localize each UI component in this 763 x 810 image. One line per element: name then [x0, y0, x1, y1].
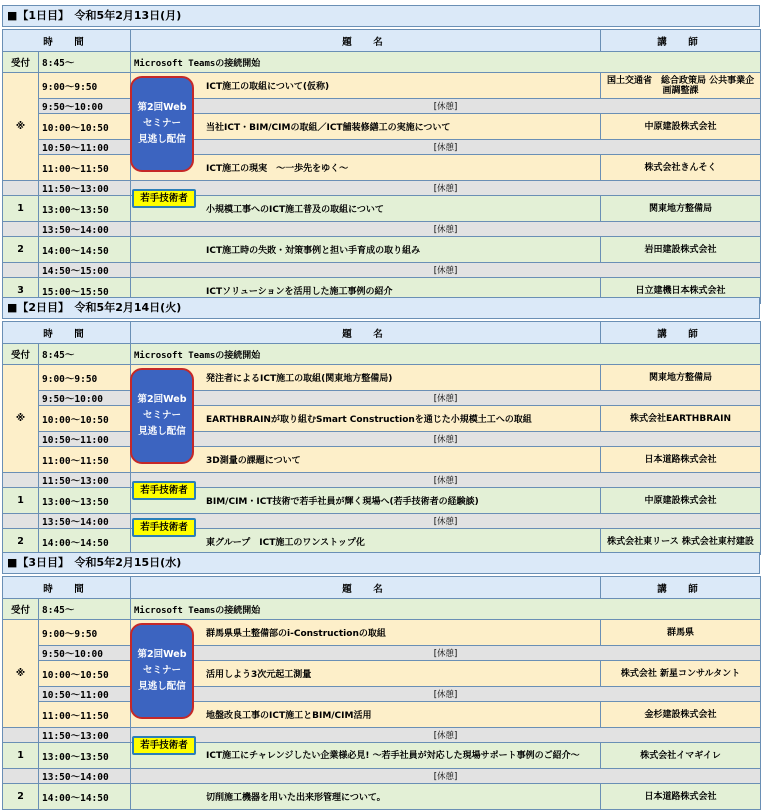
session-row [3, 196, 761, 222]
session-title: ICT施工にチャレンジしたい企業様必見! ～若手社員が対応した現場サポート事例のご紹介～ [131, 743, 601, 769]
session-speaker: 中原建設株式会社 [601, 114, 761, 140]
registration-time: 8:45～ [39, 599, 131, 620]
session-title: 小規模工事へのICT施工普及の取組について [131, 196, 601, 222]
break-spacer [3, 222, 39, 237]
session-title: 発注者によるICT施工の取組(関東地方整備局) [131, 365, 601, 391]
session-mark: ※ [3, 365, 39, 473]
break-time: 13:50～14:00 [39, 222, 131, 237]
break-row [3, 391, 761, 406]
web-badge-line: 見逃し配信 [138, 426, 186, 437]
session-time: 11:00～11:50 [39, 702, 131, 728]
break-time: 10:50～11:00 [39, 140, 131, 155]
session-row [3, 237, 761, 263]
break-label: [休憩] [131, 99, 761, 114]
session-title: 活用しよう3次元起工測量 [131, 661, 601, 687]
session-speaker: 国土交通省 総合政策局 公共事業企画調整課 [601, 73, 761, 99]
young-engineer-badge: 若手技術者 [132, 481, 196, 500]
break-time: 13:50～14:00 [39, 514, 131, 529]
header-row [3, 30, 761, 52]
break-spacer [3, 263, 39, 278]
registration-text: Microsoft Teamsの接続開始 [131, 52, 761, 73]
web-badge-line: 第2回Web [137, 394, 187, 405]
session-title: EARTHBRAINが取り組むSmart Constructionを通じた小規模土工への取組 [131, 406, 601, 432]
registration-time: 8:45～ [39, 344, 131, 365]
break-label: [休憩] [131, 728, 761, 743]
break-row [3, 222, 761, 237]
session-speaker: 関東地方整備局 [601, 196, 761, 222]
registration-mark: 受付 [3, 599, 39, 620]
break-row [3, 728, 761, 743]
header-row [3, 322, 761, 344]
session-time: 9:00～9:50 [39, 620, 131, 646]
session-speaker: 群馬県 [601, 620, 761, 646]
day-title: ■【1日目】 令和5年2月13日(月) [2, 5, 760, 27]
session-time: 13:00～13:50 [39, 196, 131, 222]
break-row [3, 181, 761, 196]
break-row [3, 514, 761, 529]
header-time: 時 間 [3, 30, 131, 52]
session-title: 地盤改良工事のICT施工とBIM/CIM活用 [131, 702, 601, 728]
session-mark: ※ [3, 620, 39, 728]
break-time: 11:50～13:00 [39, 181, 131, 196]
break-row [3, 473, 761, 488]
break-row [3, 99, 761, 114]
session-row [3, 743, 761, 769]
schedule-table [2, 576, 761, 810]
break-time: 9:50～10:00 [39, 391, 131, 406]
header-row [3, 577, 761, 599]
session-title: 切削施工機器を用いた出来形管理について。 [131, 784, 601, 810]
session-speaker: 株式会社きんそく [601, 155, 761, 181]
session-time: 13:00～13:50 [39, 488, 131, 514]
session-time: 9:00～9:50 [39, 73, 131, 99]
web-seminar-badge [130, 368, 194, 464]
registration-row [3, 599, 761, 620]
session-mark: 1 [3, 743, 39, 769]
session-title: 群馬県県土整備部のi-Constructionの取組 [131, 620, 601, 646]
break-label: [休憩] [131, 140, 761, 155]
break-row [3, 432, 761, 447]
session-time: 11:00～11:50 [39, 155, 131, 181]
header-speaker: 講 師 [601, 30, 761, 52]
session-title: BIM/CIM・ICT技術で若手社員が輝く現場へ(若手技術者の経験談) [131, 488, 601, 514]
session-mark: 1 [3, 196, 39, 222]
session-title: 当社ICT・BIM/CIMの取組／ICT舗装修繕工の実施について [131, 114, 601, 140]
web-badge-line: 第2回Web [137, 102, 187, 113]
registration-row [3, 344, 761, 365]
session-speaker: 株式会社東リース 株式会社東村建設 [601, 529, 761, 555]
session-time: 10:00～10:50 [39, 406, 131, 432]
break-time: 10:50～11:00 [39, 432, 131, 447]
session-row [3, 447, 761, 473]
session-mark: 3 [3, 278, 39, 304]
break-label: [休憩] [131, 687, 761, 702]
break-label: [休憩] [131, 514, 761, 529]
break-row [3, 687, 761, 702]
web-seminar-badge [130, 623, 194, 719]
break-time: 10:50～11:00 [39, 687, 131, 702]
day-title: ■【3日目】 令和5年2月15日(水) [2, 552, 760, 574]
break-spacer [3, 181, 39, 196]
session-mark: 2 [3, 529, 39, 555]
session-mark: ※ [3, 73, 39, 181]
session-title: 東グループ ICT施工のワンストップ化 [131, 529, 601, 555]
session-time: 14:00～14:50 [39, 237, 131, 263]
session-speaker: 関東地方整備局 [601, 365, 761, 391]
header-title: 題 名 [131, 322, 601, 344]
break-spacer [3, 473, 39, 488]
session-time: 10:00～10:50 [39, 114, 131, 140]
web-badge-line: セミナー [142, 118, 181, 129]
session-title: ICT施工時の失敗・対策事例と担い手育成の取り組み [131, 237, 601, 263]
break-time: 9:50～10:00 [39, 99, 131, 114]
web-badge-line: 見逃し配信 [138, 134, 186, 145]
header-title: 題 名 [131, 30, 601, 52]
break-label: [休憩] [131, 222, 761, 237]
session-speaker: 中原建設株式会社 [601, 488, 761, 514]
break-time: 11:50～13:00 [39, 728, 131, 743]
session-speaker: 金杉建設株式会社 [601, 702, 761, 728]
break-spacer [3, 769, 39, 784]
web-badge-line: 第2回Web [137, 649, 187, 660]
session-speaker: 日立建機日本株式会社 [601, 278, 761, 304]
session-row [3, 365, 761, 391]
day-title: ■【2日目】 令和5年2月14日(火) [2, 297, 760, 319]
session-speaker: 株式会社 新星コンサルタント [601, 661, 761, 687]
session-time: 9:00～9:50 [39, 365, 131, 391]
session-speaker: 日本道路株式会社 [601, 447, 761, 473]
break-label: [休憩] [131, 181, 761, 196]
session-mark: 1 [3, 488, 39, 514]
session-title: ICTソリューションを活用した施工事例の紹介 [131, 278, 601, 304]
session-title: ICT施工の現実 ～一歩先をゆく～ [131, 155, 601, 181]
break-label: [休憩] [131, 391, 761, 406]
break-spacer [3, 514, 39, 529]
session-speaker: 株式会社イマギイレ [601, 743, 761, 769]
web-badge-line: セミナー [142, 410, 181, 421]
session-time: 10:00～10:50 [39, 661, 131, 687]
break-spacer [3, 728, 39, 743]
session-row [3, 784, 761, 810]
break-label: [休憩] [131, 473, 761, 488]
session-row [3, 114, 761, 140]
registration-mark: 受付 [3, 344, 39, 365]
break-time: 11:50～13:00 [39, 473, 131, 488]
session-row [3, 702, 761, 728]
header-title: 題 名 [131, 577, 601, 599]
session-mark: 2 [3, 237, 39, 263]
session-title: ICT施工の取組について(仮称) [131, 73, 601, 99]
registration-time: 8:45～ [39, 52, 131, 73]
session-row [3, 406, 761, 432]
break-label: [休憩] [131, 432, 761, 447]
break-time: 9:50～10:00 [39, 646, 131, 661]
registration-mark: 受付 [3, 52, 39, 73]
web-seminar-badge [130, 76, 194, 172]
web-badge-line: セミナー [142, 665, 181, 676]
header-speaker: 講 師 [601, 577, 761, 599]
registration-row [3, 52, 761, 73]
session-row [3, 620, 761, 646]
session-row [3, 155, 761, 181]
session-row [3, 661, 761, 687]
session-row [3, 529, 761, 555]
session-speaker: 岩田建設株式会社 [601, 237, 761, 263]
break-row [3, 263, 761, 278]
schedule-table [2, 29, 761, 304]
session-row [3, 73, 761, 99]
young-engineer-badge: 若手技術者 [132, 189, 196, 208]
session-time: 14:00～14:50 [39, 784, 131, 810]
header-time: 時 間 [3, 322, 131, 344]
web-badge-line: 見逃し配信 [138, 681, 186, 692]
session-time: 11:00～11:50 [39, 447, 131, 473]
break-row [3, 140, 761, 155]
break-label: [休憩] [131, 263, 761, 278]
session-time: 14:00～14:50 [39, 529, 131, 555]
schedule-table [2, 321, 761, 555]
young-engineer-badge: 若手技術者 [132, 518, 196, 537]
young-engineer-badge: 若手技術者 [132, 736, 196, 755]
session-title: 3D測量の課題について [131, 447, 601, 473]
registration-text: Microsoft Teamsの接続開始 [131, 344, 761, 365]
break-row [3, 769, 761, 784]
session-row [3, 488, 761, 514]
session-time: 13:00～13:50 [39, 743, 131, 769]
session-mark: 2 [3, 784, 39, 810]
break-time: 13:50～14:00 [39, 769, 131, 784]
break-label: [休憩] [131, 769, 761, 784]
break-time: 14:50～15:00 [39, 263, 131, 278]
break-label: [休憩] [131, 646, 761, 661]
break-row [3, 646, 761, 661]
session-speaker: 日本道路株式会社 [601, 784, 761, 810]
session-speaker: 株式会社EARTHBRAIN [601, 406, 761, 432]
header-speaker: 講 師 [601, 322, 761, 344]
session-time: 15:00～15:50 [39, 278, 131, 304]
header-time: 時 間 [3, 577, 131, 599]
registration-text: Microsoft Teamsの接続開始 [131, 599, 761, 620]
